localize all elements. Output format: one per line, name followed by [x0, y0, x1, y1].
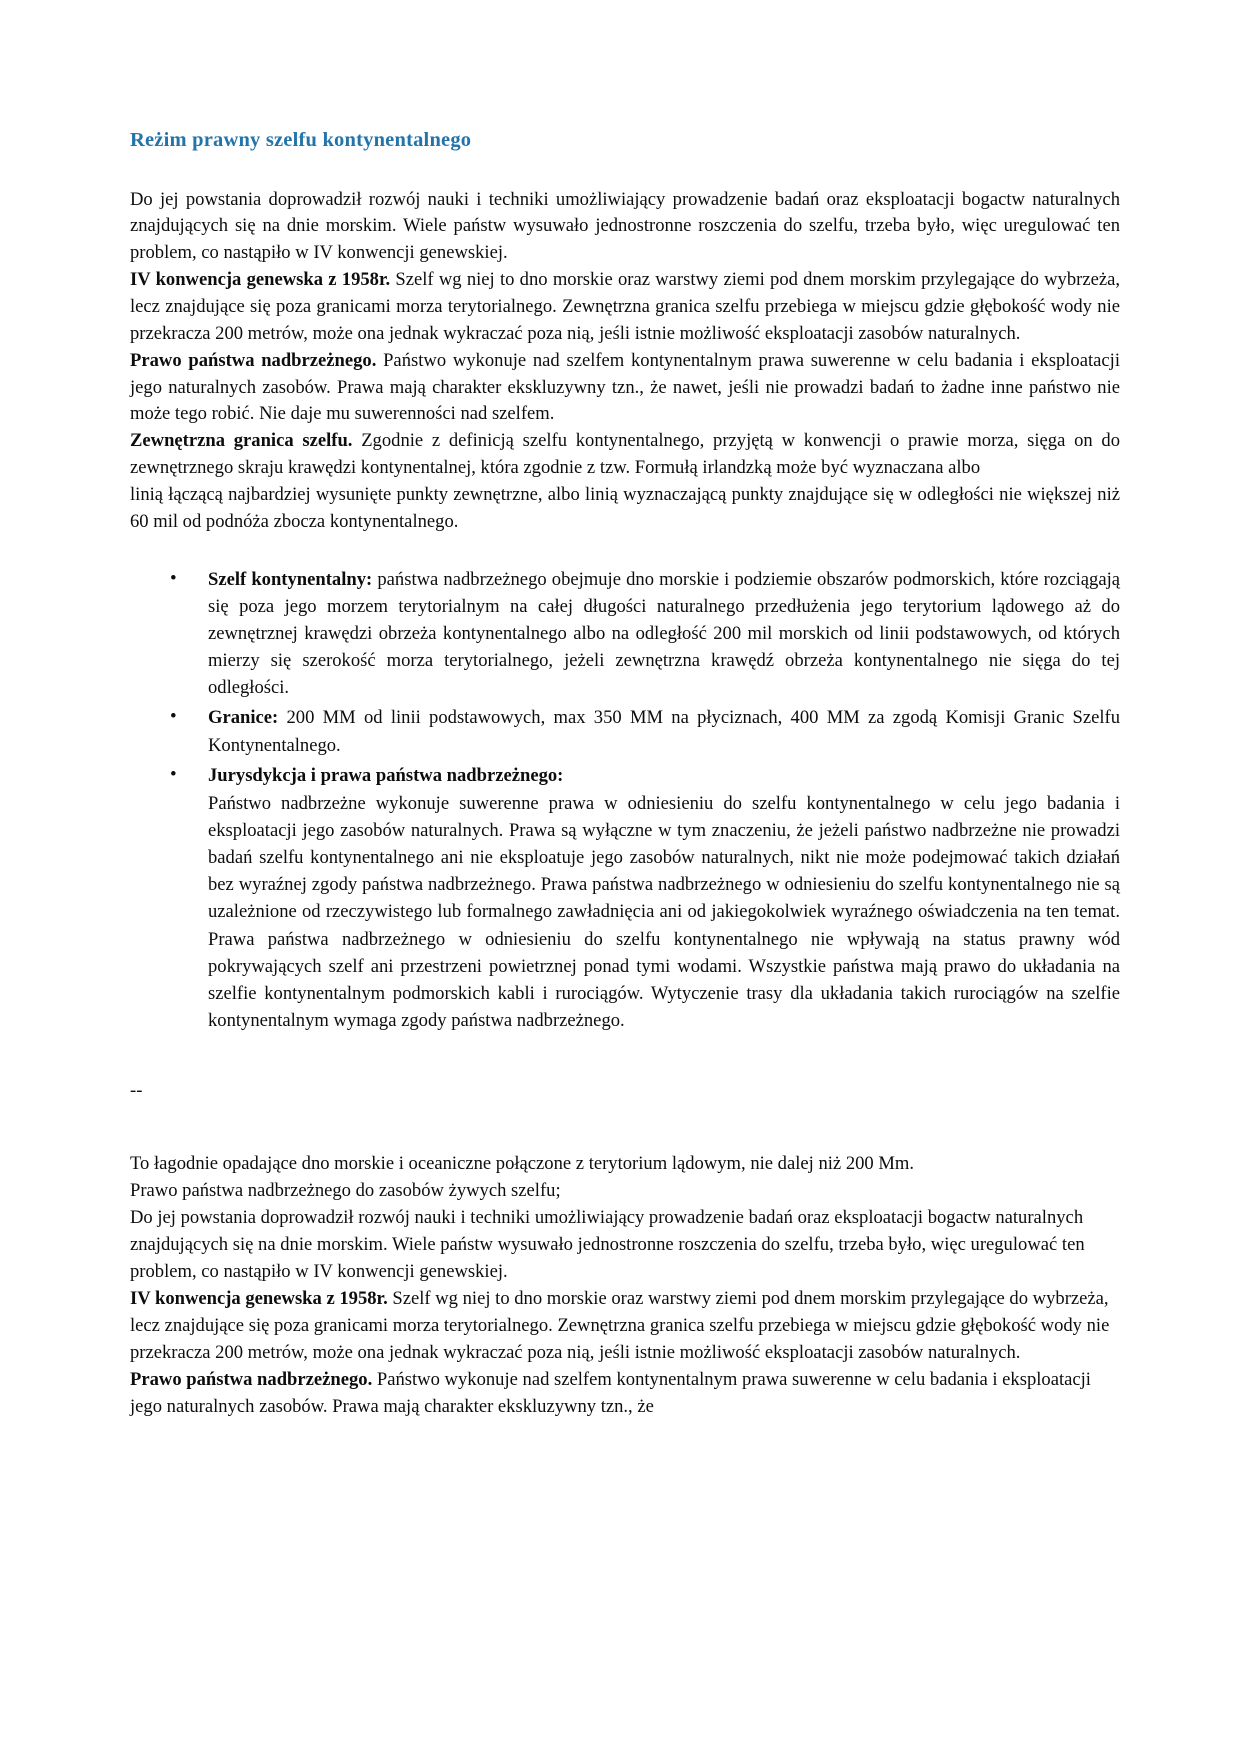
section-two	[130, 1151, 1120, 1421]
paragraph-slope-definition	[130, 1151, 1120, 1178]
paragraph-text: Zgodnie z definicją szelfu kontynentalnego, przyjętą w konwencji o prawie morza, sięga on do zewnętrznego skraju krawędzi kontynentalnej, która zgodnie z tzw. Formułą irlandzką może być wyznaczana albo	[130, 430, 1120, 479]
paragraph-text: Państwo wykonuje nad szelfem kontynentalnym prawa suwerenne w celu badania i eksploatacji jego naturalnych zasobów. Prawa mają charakter ekskluzywny tzn., że	[130, 1368, 1091, 1417]
paragraph-intro	[130, 187, 1120, 268]
paragraph-text: Do jej powstania doprowadził rozwój nauki i techniki umożliwiający prowadzenie badań oraz eksploatacji bogactw naturalnych znajdujących się na dnie morskim. Wiele państw wysuwało jednostronne roszczenia do szelfu, trzeba było, więc uregulować ten problem, co nastąpiło w IV konwencji genewskiej.	[130, 188, 1120, 264]
paragraph-lead: Zewnętrzna granica szelfu.	[130, 430, 353, 452]
paragraph-coastal-state-law	[130, 348, 1120, 429]
paragraph-text: To łagodnie opadające dno morskie i oceaniczne połączone z terytorium lądowym, nie dalej niż 200 Mm.	[130, 1153, 915, 1175]
paragraph-convention-1958	[130, 267, 1120, 348]
paragraph-coastal-state-law-repeat	[130, 1367, 1120, 1421]
paragraph-living-resources	[130, 1178, 1120, 1205]
section-one	[130, 187, 1120, 1035]
list-item-jurisdiction	[130, 762, 1120, 1034]
paragraph-lead: Prawo państwa nadbrzeżnego.	[130, 349, 377, 371]
paragraph-lead: IV konwencja genewska z 1958r.	[130, 1287, 388, 1309]
list-item-lead: Jurysdykcja i prawa państwa nadbrzeżnego:	[208, 764, 564, 786]
paragraph-lead: Prawo państwa nadbrzeżnego.	[130, 1368, 373, 1390]
list-item-text: państwa nadbrzeżnego obejmuje dno morskie i podziemie obszarów podmorskich, które rozciągają się poza jego morzem terytorialnym na całej długości naturalnego przedłużenia jego terytorium lądowego aż do zewnętrznej krawędzi obrzeża kontynentalnego albo na odległość 200 mil morskich od linii podstawowych, od których mierzy się szerokość morza terytorialnego, jeżeli zewnętrzna krawędź obrzeża kontynentalnego nie sięga do tej odległości.	[208, 568, 1120, 699]
bullet-list	[130, 566, 1120, 1034]
page-title: Reżim prawny szelfu kontynentalnego	[130, 129, 472, 151]
paragraph-lead: IV konwencja genewska z 1958r.	[130, 269, 391, 291]
list-item-shelf-definition	[130, 566, 1120, 702]
paragraph-text: Szelf wg niej to dno morskie oraz warstwy ziemi pod dnem morskim przylegające do wybrzeża, lecz znajdujące się poza granicami morza terytorialnego. Zewnętrzna granica szelfu przebiega w miejscu gdzie głębokość wody nie przekracza 200 metrów, może ona jednak wykraczać poza nią, jeśli istnie możliwość eksploatacji zasobów naturalnych.	[130, 269, 1120, 344]
paragraph-text: Państwo wykonuje nad szelfem kontynentalnym prawa suwerenne w celu badania i eksploatacji jego naturalnych zasobów. Prawa mają charakter ekskluzywny tzn., że nawet, jeśli nie prowadzi badań to żadne inne państwo nie może tego robić. Nie daje mu suwerenności nad szelfem.	[130, 349, 1120, 425]
list-item-text: 200 MM od linii podstawowych, max 350 MM na płyciznach, 400 MM za zgodą Komisji Granic Szelfu Kontynentalnego.	[208, 707, 1120, 756]
list-item-lead: Granice:	[208, 707, 279, 729]
paragraph-outer-limit-cont	[130, 482, 1120, 536]
paragraph-convention-1958-repeat	[130, 1286, 1120, 1367]
paragraph-text: Szelf wg niej to dno morskie oraz warstwy ziemi pod dnem morskim przylegające do wybrzeża, lecz znajdujące się poza granicami morza terytorialnego. Zewnętrzna granica szelfu przebiega w miejscu gdzie głębokość wody nie przekracza 200 metrów, może ona jednak wykraczać poza nią, jeśli istnie możliwość eksploatacji zasobów naturalnych.	[130, 1287, 1110, 1363]
list-item-limits	[130, 704, 1120, 758]
separator-dashes: --	[130, 1080, 143, 1102]
paragraph-outer-limit	[130, 428, 1120, 482]
paragraph-text: Do jej powstania doprowadził rozwój nauki i techniki umożliwiający prowadzenie badań oraz eksploatacji bogactw naturalnych znajdujących się na dnie morskim. Wiele państw wysuwało jednostronne roszczenia do szelfu, trzeba było, więc uregulować ten problem, co nastąpiło w IV konwencji genewskiej.	[130, 1207, 1085, 1282]
paragraph-text: Prawo państwa nadbrzeżnego do zasobów żywych szelfu;	[130, 1180, 561, 1202]
paragraph-origin-repeat	[130, 1205, 1120, 1286]
list-item-body: Państwo nadbrzeżne wykonuje suwerenne prawa w odniesieniu do szelfu kontynentalnego w celu jego badania i eksploatacji jego zasobów naturalnych. Prawa są wyłączne w tym znaczeniu, że jeżeli państwo nadbrzeżne nie prowadzi badań szelfu kontynentalnego ani nie eksploatuje jego zasobów naturalnych, nikt nie może podejmować takich działań bez wyraźnej zgody państwa nadbrzeżnego. Prawa państwa nadbrzeżnego w odniesieniu do szelfu kontynentalnego nie są uzależnione od rzeczywistego lub formalnego zawładnięcia ani od jakiegokolwiek wyraźnego oświadczenia na ten temat. Prawa państwa nadbrzeżnego w odniesieniu do szelfu kontynentalnego nie wpływają na status prawny wód pokrywających szelf ani przestrzeni powietrznej ponad tymi wodami. Wszystkie państwa mają prawo do układania na szelfie kontynentalnym podmorskich kabli i rurociągów. Wytyczenie trasy dla układania takich rurociągów na szelfie kontynentalnym wymaga zgody państwa nadbrzeżnego.	[208, 792, 1120, 1032]
paragraph-text: linią łączącą najbardziej wysunięte punkty zewnętrzne, albo linią wyznaczającą punkty znajdujące się w odległości nie większej niż 60 mil od podnóża zbocza kontynentalnego.	[130, 484, 1120, 532]
list-item-lead: Szelf kontynentalny:	[208, 568, 373, 590]
